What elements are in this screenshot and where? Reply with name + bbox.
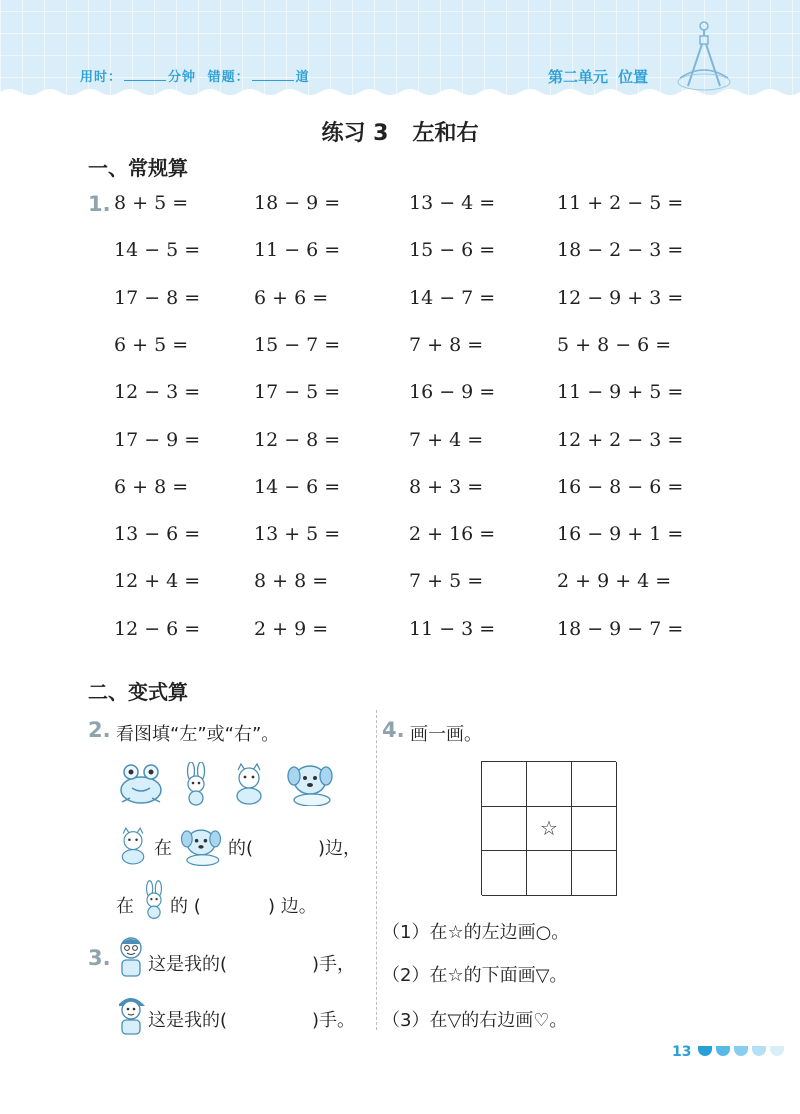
equation: 2 + 9 + 4 = (557, 570, 672, 593)
grid-cell[interactable] (572, 762, 617, 807)
equation: 17 − 9 = (114, 428, 201, 451)
section2-heading: 二、变式算 (88, 680, 188, 704)
equation: 7 + 8 = (409, 333, 484, 356)
q4-item-1: （1）在☆的左边画○。 (382, 922, 570, 943)
grid-cell[interactable] (572, 851, 617, 896)
q4-prompt: 画一画。 (410, 724, 482, 745)
puppy-icon (284, 762, 336, 806)
equation: 8 + 3 = (409, 475, 484, 498)
unit-heading (548, 66, 648, 87)
footer-dot (770, 1046, 784, 1056)
equation: 11 + 2 − 5 = (557, 192, 684, 214)
equation: 12 − 8 = (254, 428, 341, 451)
equation: 6 + 8 = (114, 475, 189, 498)
equation: 11 − 3 = (409, 617, 496, 640)
grid-cell[interactable] (482, 807, 527, 852)
footer-dot (716, 1046, 730, 1056)
equation: 11 − 6 = (254, 239, 341, 262)
q3-line2-text: 这是我的( (148, 1010, 228, 1031)
equation: 6 + 6 = (254, 286, 329, 309)
q2-answer1-blank[interactable] (272, 834, 318, 858)
q2-line1-of: 的( (228, 838, 254, 859)
time-errors-record (80, 66, 310, 85)
grid-cell[interactable] (527, 762, 572, 807)
equation: 15 − 6 = (409, 239, 496, 262)
equation: 8 + 8 = (254, 570, 329, 593)
time-unit: 分钟 (168, 70, 197, 85)
equation: 18 − 9 − 7 = (557, 617, 684, 640)
footer-dot (698, 1046, 712, 1056)
q2-prompt: 看图填“左”或“右”。 (116, 724, 280, 745)
equation: 14 − 7 = (409, 286, 496, 309)
footer-dot (734, 1046, 748, 1056)
grid-cell[interactable] (527, 851, 572, 896)
equation: 2 + 16 = (409, 523, 496, 546)
equation: 6 + 5 = (114, 333, 189, 356)
q2-line2-side: ) 边。 (268, 896, 317, 917)
q2-line1-side: )边， (318, 838, 362, 859)
rabbit-icon (140, 880, 168, 920)
time-label: 用时： (80, 70, 123, 85)
equation: 16 − 8 − 6 = (557, 475, 684, 498)
equation: 12 + 2 − 3 = (557, 428, 684, 451)
q3-answer2-blank[interactable] (266, 1006, 312, 1030)
page-number: 13 (672, 1044, 692, 1060)
q2-line2-at: 在 (116, 896, 134, 917)
unit-topic: 位置 (618, 68, 649, 86)
q3-line2-hand: )手。 (312, 1010, 356, 1031)
grid-cell[interactable] (572, 807, 617, 852)
equation: 13 − 6 = (114, 523, 201, 546)
compass-icon (674, 20, 734, 94)
drawing-grid[interactable] (481, 761, 616, 895)
equation: 12 + 4 = (114, 570, 201, 593)
section1-heading: 一、常规算 (88, 156, 188, 180)
errors-label: 错题： (207, 70, 250, 85)
q2-line1-at: 在 (154, 838, 172, 859)
kitten-icon (230, 762, 268, 806)
q2-line2-of: 的 ( (170, 896, 201, 917)
grid-cell[interactable] (482, 762, 527, 807)
q1-number: 1. (88, 192, 111, 216)
boy-with-cap-icon (116, 994, 146, 1036)
q3-answer1-blank[interactable] (266, 950, 312, 974)
unit-label: 第二单元 (548, 68, 609, 86)
frog-icon (116, 762, 166, 806)
equation: 11 − 9 + 5 = (557, 381, 684, 404)
equation: 7 + 4 = (409, 428, 484, 451)
page-title (0, 116, 800, 147)
equation: 13 + 5 = (254, 523, 341, 546)
q3-line1-hand: )手， (312, 954, 356, 975)
q2-answer2-blank[interactable] (220, 892, 268, 916)
equation: 15 − 7 = (254, 333, 341, 356)
errors-unit: 道 (295, 70, 310, 85)
equation: 12 − 6 = (114, 617, 201, 640)
kitten-icon (116, 826, 150, 866)
equation: 14 − 6 = (254, 475, 341, 498)
equation: 17 − 8 = (114, 286, 201, 309)
time-blank[interactable] (124, 68, 166, 81)
rabbit-icon (180, 762, 212, 806)
footer-dot (752, 1046, 766, 1056)
equation: 16 − 9 + 1 = (557, 523, 684, 546)
q3-line1-text: 这是我的( (148, 954, 228, 975)
equation: 12 − 3 = (114, 381, 201, 404)
lesson-topic: 左和右 (412, 121, 479, 146)
grid-cell[interactable] (482, 851, 527, 896)
q4-item-3: （3）在▽的右边画♡。 (382, 1010, 568, 1031)
q4-number: 4. (382, 718, 405, 742)
lesson-number: 练习 3 (321, 121, 389, 146)
equation: 8 + 5 = (114, 192, 189, 214)
puppy-icon (178, 826, 224, 866)
equation: 12 − 9 + 3 = (557, 286, 684, 309)
q3-number: 3. (88, 946, 111, 970)
q2-number: 2. (88, 718, 111, 742)
boy-raising-hand-icon (116, 936, 146, 978)
equation: 17 − 5 = (254, 381, 341, 404)
column-divider (376, 710, 377, 1030)
errors-blank[interactable] (252, 68, 294, 81)
equation: 18 − 9 = (254, 192, 341, 214)
equation: 18 − 2 − 3 = (557, 239, 684, 262)
equation: 13 − 4 = (409, 192, 496, 214)
equation: 14 − 5 = (114, 239, 201, 262)
equation: 5 + 8 − 6 = (557, 333, 672, 356)
equation: 7 + 5 = (409, 570, 484, 593)
equation: 2 + 9 = (254, 617, 329, 640)
equation: 16 − 9 = (409, 381, 496, 404)
grid-cell-star[interactable]: ☆ (527, 807, 572, 852)
q4-item-2: （2）在☆的下面画▽。 (382, 965, 568, 986)
